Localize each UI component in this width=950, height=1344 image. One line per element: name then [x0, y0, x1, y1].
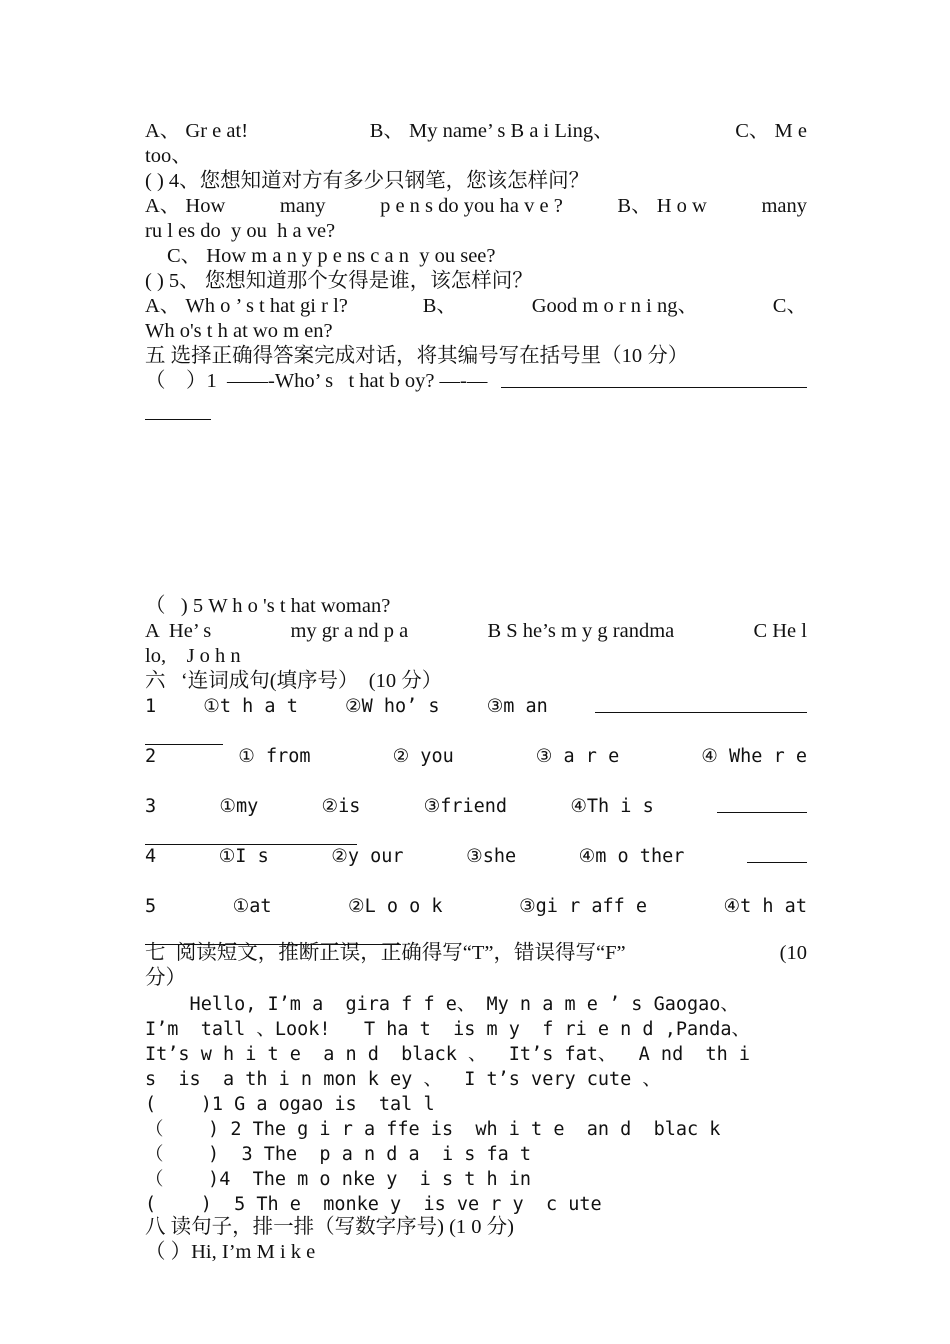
word-2: ② you	[392, 746, 454, 767]
option-a-cont: my gr a nd p a	[290, 620, 409, 642]
option-c: C He l	[753, 620, 807, 642]
section-7-heading-cont: 分）	[145, 967, 186, 989]
option-a: A、 Gr e at!	[145, 120, 249, 142]
word-1: ①at	[232, 896, 272, 917]
question-5-option-c: Wh o's t h at wo m en?	[145, 320, 333, 342]
word-4: ④ Whe r e	[701, 746, 807, 767]
word-2: ②W ho’ s	[344, 696, 440, 717]
q4-option-a-rest: p e n s do you ha v e ?	[380, 195, 563, 217]
s6-item-5	[145, 894, 807, 919]
section-7-points: (10	[779, 942, 807, 964]
question-4-option-b-cont: ru l es do y ou h a ve?	[145, 220, 336, 242]
question-4-option-c: C、 How m a n y p e ns c a n y ou see?	[167, 245, 496, 267]
statement-5: ( ) 5 Th e monke y is ve r y c ute	[145, 1194, 602, 1215]
s5-question-4	[145, 544, 807, 569]
s5-q5-options	[145, 619, 807, 644]
answer-blank-continuation[interactable]	[145, 719, 223, 745]
s5-q4-options	[145, 569, 807, 594]
s5-question-2	[145, 444, 807, 469]
word-3: ③ a r e	[535, 746, 620, 767]
word-2: ②y our	[331, 846, 404, 867]
word-2: ②L o o k	[348, 896, 443, 917]
word-1: ① from	[238, 746, 311, 767]
s5-q3-options	[145, 519, 807, 544]
word-1: ①t h a t	[203, 696, 298, 717]
word-2: ②is	[321, 796, 361, 817]
s5-q1-options	[145, 419, 807, 444]
s5-question-5: （ ) 5 W h o 's t hat woman?	[145, 595, 391, 617]
passage-line-1: Hello, I’m a gira f f e、 My n a m e ’ s Gaogao、	[145, 994, 739, 1015]
passage-line-3: It’s w h i t e a n d black 、 It’s fat、 A nd th i	[145, 1044, 751, 1065]
word-3: ③gi r aff e	[519, 896, 648, 917]
prev-question-options	[145, 119, 807, 144]
q4-option-b-many: many	[761, 195, 807, 217]
s6-item-3	[145, 794, 807, 819]
s5-q1-text: （ ）1 ——-Who’ s t hat b oy? —-—	[145, 370, 488, 392]
s5-q2-options	[145, 469, 807, 494]
q5-option-c-label: C、	[772, 295, 807, 317]
option-b: B、 My name’ s B a i Ling、	[369, 120, 614, 142]
question-4-options	[145, 194, 807, 219]
s6-item-4-answer	[145, 869, 807, 894]
section-6-heading: 六 ‘连词成句(填序号） (10 分）	[145, 670, 443, 692]
statement-4: （ )4 The m o nke y i s t h in	[145, 1169, 532, 1190]
word-1: ①I s	[218, 846, 269, 867]
q4-option-b-label: B、 H o w	[617, 195, 707, 217]
option-c-continuation: too、	[145, 145, 192, 167]
answer-blank[interactable]	[747, 844, 807, 863]
word-4: ④t h at	[723, 896, 807, 917]
item-number: 2	[145, 746, 157, 767]
word-3: ③friend	[423, 796, 508, 817]
section-7-heading	[145, 941, 807, 966]
q5-option-a: A、 Wh o ’ s t hat gi r l?	[145, 295, 348, 317]
statement-1: ( )1 G a ogao is tal l	[145, 1094, 435, 1115]
s6-item-1	[145, 694, 807, 719]
item-number: 1	[145, 696, 157, 717]
answer-blank[interactable]	[501, 369, 807, 388]
q5-option-b: Good m o r n i ng、	[531, 295, 698, 317]
question-5-options	[145, 294, 807, 319]
option-a: A He’ s	[145, 620, 212, 642]
option-c: C、 M e	[735, 120, 807, 142]
passage-line-4: s is a th i n mon k ey 、 I t’s very cute 、	[145, 1069, 661, 1090]
question-4-prompt: ( ) 4、您想知道对方有多少只钢笔，您该怎样问？	[145, 170, 590, 192]
s5-q5-option-c-cont: lo, J o h n	[145, 645, 241, 667]
section-8-item-1: （ ）Hi, I’m M i k e	[145, 1241, 316, 1263]
question-5-prompt: ( ) 5、 您想知道那个女得是谁，该怎样问？	[145, 270, 533, 292]
section-7-heading-text: 七 阅读短文，推断正误，正确得写“T”，错误得写“F”	[145, 942, 626, 964]
passage-line-2: I’m tall 、Look! T ha t is m y f ri e n d ,Panda、	[145, 1019, 751, 1040]
answer-blank[interactable]	[717, 794, 807, 813]
q4-option-a-many: many	[279, 195, 326, 217]
word-3: ③m an	[486, 696, 548, 717]
section-5-heading: 五 选择正确得答案完成对话，将其编号写在括号里（10 分）	[145, 345, 689, 367]
s5-question-1	[145, 369, 807, 394]
answer-blank-continuation[interactable]	[145, 819, 357, 845]
answer-blank-continuation[interactable]	[145, 394, 211, 420]
q5-option-b-label: B、	[422, 295, 457, 317]
item-number: 3	[145, 796, 157, 817]
word-4: ④Th i s	[570, 796, 654, 817]
s6-item-2-answer	[145, 769, 807, 794]
option-b: B S he’s m y g randma	[487, 620, 675, 642]
s5-question-3	[145, 494, 807, 519]
word-3: ③she	[466, 846, 517, 867]
answer-blank[interactable]	[595, 694, 807, 713]
item-number: 5	[145, 896, 157, 917]
q4-option-a-label: A、 How	[145, 195, 226, 217]
s6-item-2	[145, 744, 807, 769]
word-4: ④m o ther	[578, 846, 685, 867]
statement-3: （ ) 3 The p a n d a i s fa t	[145, 1144, 532, 1165]
statement-2: （ ) 2 The g i r a ffe is wh i t e an d blac k	[145, 1119, 721, 1140]
item-number: 4	[145, 846, 157, 867]
word-1: ①my	[219, 796, 259, 817]
s6-item-4	[145, 844, 807, 869]
section-8-heading: 八 读句子，排一排（写数字序号) (1 0 分)	[145, 1216, 514, 1238]
